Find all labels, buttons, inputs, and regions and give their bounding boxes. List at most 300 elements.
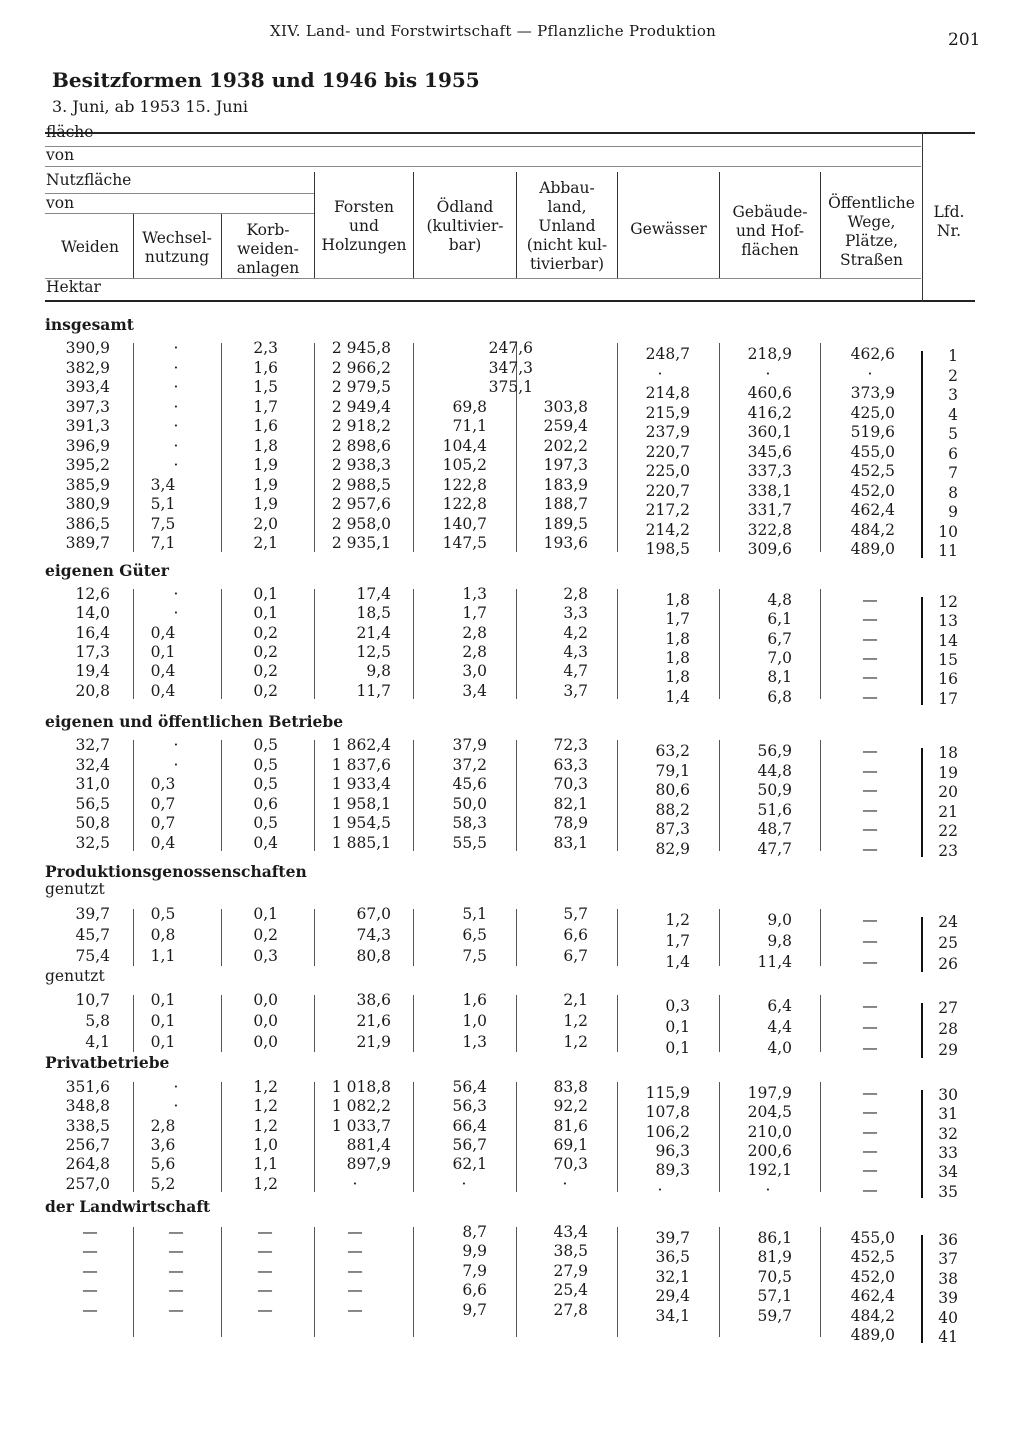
data-cell: 0,3: [253, 947, 278, 965]
data-cell: 237,9: [645, 423, 690, 441]
row-number: 6: [948, 444, 958, 463]
data-cell: 1 862,4: [331, 736, 391, 754]
data-cell: 217,2: [645, 501, 690, 519]
data-cell: 391,3: [65, 417, 110, 435]
data-cell: —: [862, 648, 878, 667]
data-cell: 6,1: [767, 610, 792, 629]
data-cell: 37,9: [452, 736, 487, 754]
data-cell: 83,1: [553, 833, 588, 852]
data-cell: 70,3: [553, 775, 588, 793]
data-cell: 69,8: [452, 397, 487, 416]
data-cell: —: [862, 1161, 878, 1180]
data-cell: 80,8: [356, 947, 391, 965]
row-number: 29: [938, 1041, 958, 1059]
data-cell: 86,1: [757, 1229, 792, 1247]
data-cell: 0,0: [253, 1033, 278, 1051]
data-cell: ·: [352, 1174, 358, 1193]
data-cell: 9,8: [366, 662, 391, 681]
row-number: 37: [938, 1250, 958, 1269]
row-number: 41: [938, 1328, 958, 1346]
section-label: der Landwirtschaft: [45, 1197, 211, 1216]
header-gebaeude: Gebäude- und Hof- flächen: [732, 203, 808, 259]
data-cell: 6,8: [767, 687, 792, 706]
data-cell: —: [862, 629, 878, 648]
data-cell: 0,5: [253, 775, 278, 793]
data-cell: 220,7: [645, 481, 690, 500]
data-cell: 197,9: [747, 1084, 792, 1102]
data-cell: —: [862, 820, 878, 838]
data-cell: 360,1: [747, 423, 792, 441]
data-cell: 7,1: [150, 534, 176, 552]
data-cell: —: [862, 610, 878, 629]
data-cell: —: [862, 1180, 878, 1199]
data-cell: 1,0: [462, 1012, 487, 1030]
section-label: Produktionsgenossenschaften: [45, 862, 307, 881]
data-cell: 2,8: [462, 623, 487, 642]
data-cell: 0,4: [150, 681, 176, 700]
data-cell: ·: [173, 1097, 179, 1116]
data-cell: 5,8: [85, 1012, 110, 1030]
running-head: XIV. Land- und Forstwirtschaft — Pflanzliche Produktion: [270, 22, 717, 40]
data-cell: 55,5: [452, 833, 487, 852]
data-cell: 484,2: [850, 520, 895, 539]
data-cell: 5,2: [150, 1174, 176, 1193]
data-cell: 4,0: [767, 1039, 792, 1057]
section-label: Privatbetriebe: [45, 1053, 170, 1072]
data-cell: 27,8: [553, 1300, 588, 1319]
data-cell: 34,1: [655, 1306, 690, 1325]
data-cell: 0,4: [150, 662, 176, 681]
data-cell: 6,6: [462, 1281, 487, 1300]
data-cell: 74,3: [356, 926, 391, 944]
header-lfd-nr: Lfd. Nr.: [933, 203, 965, 240]
data-cell: 1,9: [253, 456, 278, 474]
row-number: 39: [938, 1289, 958, 1308]
data-cell: —: [347, 1300, 363, 1319]
data-cell: 75,4: [75, 947, 110, 965]
data-cell: 69,1: [553, 1135, 588, 1154]
row-number: 22: [938, 822, 958, 840]
data-cell: 198,5: [645, 540, 690, 558]
data-cell: 4,7: [563, 662, 588, 681]
data-cell: 256,7: [65, 1135, 110, 1154]
header-rule-3: [45, 166, 921, 167]
data-cell: 303,8: [543, 397, 588, 416]
row-number: 32: [938, 1124, 958, 1143]
data-cell: 12,5: [356, 642, 391, 661]
section-sublabel: genutzt: [45, 967, 105, 985]
data-cell: 331,7: [747, 501, 792, 519]
data-cell: 257,0: [65, 1174, 110, 1193]
column-divider: [820, 909, 821, 966]
data-cell: 0,5: [253, 814, 278, 832]
data-cell: 45,7: [75, 926, 110, 944]
data-cell: —: [257, 1300, 273, 1319]
data-cell: 264,8: [65, 1155, 110, 1174]
data-cell: —: [862, 911, 878, 929]
data-cell: 66,4: [452, 1116, 487, 1135]
data-cell: 425,0: [850, 403, 895, 422]
data-cell: 21,9: [356, 1033, 391, 1051]
data-cell: 397,3: [65, 397, 110, 416]
data-cell: 348,8: [65, 1097, 110, 1116]
data-cell: 0,1: [150, 642, 176, 661]
data-cell: 0,8: [150, 926, 176, 944]
data-cell: 4,8: [767, 591, 792, 609]
data-cell: 1 082,2: [331, 1097, 391, 1116]
column-divider: [221, 1227, 222, 1337]
row-number: 35: [938, 1182, 958, 1201]
data-cell: —: [862, 1122, 878, 1141]
table-title: Besitzformen 1938 und 1946 bis 1955: [52, 68, 480, 92]
data-cell: 1,7: [665, 932, 690, 950]
data-cell: 12,6: [75, 585, 110, 603]
data-cell: 38,6: [356, 991, 391, 1009]
header-top-rule: [45, 132, 975, 134]
row-number: 11: [938, 542, 958, 560]
data-cell: —: [347, 1223, 363, 1241]
data-cell: 337,3: [747, 462, 792, 480]
data-cell: 0,1: [150, 991, 176, 1009]
data-cell: 2,3: [253, 339, 278, 357]
data-cell: 9,9: [462, 1242, 487, 1261]
data-cell: 32,7: [75, 736, 110, 754]
data-cell: 192,1: [747, 1161, 792, 1180]
data-cell: —: [862, 839, 878, 858]
data-cell: 1,2: [253, 1116, 278, 1135]
data-cell: 3,4: [462, 681, 487, 700]
data-cell: 519,6: [850, 423, 895, 441]
data-cell: 197,3: [543, 456, 588, 474]
data-cell: 2,8: [462, 642, 487, 661]
data-cell: 104,4: [442, 436, 487, 455]
data-cell: 81,9: [757, 1248, 792, 1267]
data-cell: 322,8: [747, 520, 792, 539]
data-cell: ·: [173, 604, 179, 623]
data-cell: 2,8: [563, 585, 588, 603]
data-cell: 247,6: [488, 339, 533, 357]
header-forsten: Forsten und Holzungen: [321, 198, 407, 254]
data-cell: 2 979,5: [331, 378, 391, 396]
data-cell: 460,6: [747, 384, 792, 402]
data-cell: ·: [173, 755, 179, 774]
data-cell: 0,1: [253, 604, 278, 623]
row-number: 36: [938, 1231, 958, 1249]
data-cell: 0,4: [150, 623, 176, 642]
data-cell: 462,6: [850, 345, 895, 363]
data-cell: 122,8: [442, 495, 487, 513]
section-label: eigenen Güter: [45, 561, 169, 580]
row-number: 33: [938, 1143, 958, 1162]
data-cell: 0,4: [150, 833, 176, 852]
data-cell: —: [862, 1039, 878, 1057]
data-cell: 2 988,5: [331, 475, 391, 494]
data-cell: 36,5: [655, 1248, 690, 1267]
data-cell: 4,2: [563, 623, 588, 642]
row-number: 27: [938, 999, 958, 1017]
data-cell: 79,1: [655, 761, 690, 780]
data-cell: 88,2: [655, 800, 690, 819]
data-cell: 71,1: [452, 417, 487, 435]
data-cell: 462,4: [850, 501, 895, 519]
data-cell: 1,0: [253, 1135, 278, 1154]
data-cell: 2 949,4: [331, 397, 391, 416]
data-cell: 105,2: [442, 456, 487, 474]
data-cell: 32,4: [75, 755, 110, 774]
header-nutzflaeche: Nutzfläche: [46, 171, 132, 189]
data-cell: 67,0: [356, 905, 391, 923]
data-cell: 96,3: [655, 1141, 690, 1160]
row-number: 17: [938, 689, 958, 708]
lfd-bar: [921, 597, 923, 705]
row-number: 24: [938, 913, 958, 931]
data-cell: ·: [657, 364, 663, 383]
data-cell: 2,8: [150, 1116, 176, 1135]
data-cell: 395,2: [65, 456, 110, 474]
data-cell: 11,4: [757, 953, 792, 971]
data-cell: —: [862, 932, 878, 950]
data-cell: —: [168, 1281, 184, 1300]
data-cell: 0,3: [665, 997, 690, 1015]
data-cell: 1,6: [253, 417, 278, 435]
data-cell: 1,2: [563, 1033, 588, 1051]
data-cell: —: [347, 1281, 363, 1300]
data-cell: 345,6: [747, 442, 792, 461]
data-cell: 1,7: [665, 610, 690, 629]
data-cell: 390,9: [65, 339, 110, 357]
data-cell: —: [862, 591, 878, 609]
data-cell: 4,1: [85, 1033, 110, 1051]
data-cell: 484,2: [850, 1306, 895, 1325]
data-cell: 1,5: [253, 378, 278, 396]
data-cell: 1,9: [253, 495, 278, 513]
data-cell: 3,4: [150, 475, 176, 494]
data-cell: 2 938,3: [331, 456, 391, 474]
lfd-bar: [921, 1235, 923, 1343]
row-number: 8: [948, 483, 958, 502]
data-cell: 2,0: [253, 514, 278, 533]
data-cell: 1,2: [253, 1078, 278, 1096]
data-cell: 51,6: [757, 800, 792, 819]
data-cell: 31,0: [75, 775, 110, 793]
data-cell: 20,8: [75, 681, 110, 700]
data-cell: 1 933,4: [331, 775, 391, 793]
data-cell: 19,4: [75, 662, 110, 681]
lfd-bar: [921, 1003, 923, 1058]
data-cell: 215,9: [645, 403, 690, 422]
row-number: 19: [938, 763, 958, 782]
data-cell: 200,6: [747, 1141, 792, 1160]
data-cell: 122,8: [442, 475, 487, 494]
data-cell: 5,1: [462, 905, 487, 923]
row-number: 15: [938, 650, 958, 669]
data-cell: 2 945,8: [331, 339, 391, 357]
row-number: 23: [938, 841, 958, 860]
data-cell: —: [168, 1261, 184, 1280]
data-cell: ·: [461, 1174, 467, 1193]
row-number: 16: [938, 670, 958, 689]
data-cell: ·: [562, 1174, 568, 1193]
data-cell: 347,3: [488, 358, 533, 377]
data-cell: 82,9: [655, 839, 690, 858]
data-cell: 2 958,0: [331, 514, 391, 533]
row-number: 12: [938, 593, 958, 611]
data-cell: 48,7: [757, 820, 792, 838]
lfd-bar: [921, 917, 923, 972]
column-divider: [820, 589, 821, 699]
data-cell: 489,0: [850, 1326, 895, 1344]
data-cell: 56,4: [452, 1078, 487, 1096]
data-cell: 10,7: [75, 991, 110, 1009]
data-cell: 2 957,6: [331, 495, 391, 513]
data-cell: 7,9: [462, 1261, 487, 1280]
row-number: 5: [948, 425, 958, 443]
data-cell: 17,3: [75, 642, 110, 661]
data-cell: 897,9: [346, 1155, 391, 1174]
header-rule-2: [45, 146, 921, 147]
data-cell: 452,0: [850, 481, 895, 500]
data-cell: 0,1: [665, 1018, 690, 1036]
data-cell: 259,4: [543, 417, 588, 435]
data-cell: —: [862, 742, 878, 760]
data-cell: 147,5: [442, 534, 487, 552]
data-cell: 452,0: [850, 1267, 895, 1286]
page-number: 201: [948, 30, 981, 50]
data-cell: 1 954,5: [331, 814, 391, 832]
data-cell: ·: [173, 585, 179, 603]
data-cell: —: [862, 761, 878, 780]
data-cell: —: [257, 1261, 273, 1280]
lfd-bar: [921, 351, 923, 558]
column-divider: [820, 740, 821, 851]
data-cell: 0,0: [253, 1012, 278, 1030]
data-cell: 62,1: [452, 1155, 487, 1174]
section-label: insgesamt: [45, 315, 134, 334]
data-cell: 375,1: [488, 378, 533, 396]
data-cell: 56,3: [452, 1097, 487, 1116]
data-cell: 21,6: [356, 1012, 391, 1030]
data-cell: 1,6: [253, 358, 278, 377]
data-cell: 1,4: [665, 687, 690, 706]
data-cell: ·: [173, 736, 179, 754]
data-cell: 39,7: [655, 1229, 690, 1247]
data-cell: 50,9: [757, 781, 792, 799]
header-hektar: Hektar: [46, 278, 101, 296]
data-cell: ·: [173, 378, 179, 396]
data-cell: 183,9: [543, 475, 588, 494]
data-cell: 452,5: [850, 1248, 895, 1267]
data-cell: 1,7: [253, 397, 278, 416]
data-cell: 0,1: [150, 1012, 176, 1030]
data-cell: 214,2: [645, 520, 690, 539]
data-cell: 5,6: [150, 1155, 176, 1174]
data-cell: 3,0: [462, 662, 487, 681]
data-cell: —: [862, 1018, 878, 1036]
data-cell: 189,5: [543, 514, 588, 533]
data-cell: 1,3: [462, 1033, 487, 1051]
data-cell: —: [862, 1084, 878, 1102]
row-number: 20: [938, 783, 958, 801]
data-cell: 50,8: [75, 814, 110, 832]
data-cell: 6,4: [767, 997, 792, 1015]
row-number: 28: [938, 1020, 958, 1038]
data-cell: 1,2: [253, 1097, 278, 1116]
lfd-bar: [921, 1090, 923, 1198]
data-cell: ·: [173, 397, 179, 416]
row-number: 4: [948, 405, 958, 424]
data-cell: 0,2: [253, 642, 278, 661]
data-cell: 38,5: [553, 1242, 588, 1261]
data-cell: —: [862, 800, 878, 819]
data-cell: 39,7: [75, 905, 110, 923]
data-cell: 16,4: [75, 623, 110, 642]
data-cell: 63,2: [655, 742, 690, 760]
data-cell: 140,7: [442, 514, 487, 533]
data-cell: 115,9: [645, 1084, 690, 1102]
data-cell: 218,9: [747, 345, 792, 363]
data-cell: 204,5: [747, 1103, 792, 1122]
data-cell: —: [168, 1223, 184, 1241]
data-cell: 2 935,1: [331, 534, 391, 552]
data-cell: 455,0: [850, 442, 895, 461]
data-cell: —: [862, 953, 878, 971]
data-cell: 8,7: [462, 1223, 487, 1241]
data-cell: 107,8: [645, 1103, 690, 1122]
data-cell: —: [82, 1242, 98, 1261]
row-number: 25: [938, 934, 958, 952]
data-cell: 462,4: [850, 1287, 895, 1306]
data-cell: 63,3: [553, 755, 588, 774]
data-cell: 1 958,1: [331, 794, 391, 813]
data-cell: 9,7: [462, 1300, 487, 1319]
data-cell: 0,5: [150, 905, 176, 923]
data-cell: 6,6: [563, 926, 588, 944]
header-rule-5: [45, 213, 315, 214]
data-cell: 225,0: [645, 462, 690, 480]
data-cell: 70,5: [757, 1267, 792, 1286]
data-cell: 29,4: [655, 1287, 690, 1306]
section-sublabel: genutzt: [45, 880, 105, 898]
row-number: 21: [938, 802, 958, 821]
header-rule-4: [45, 193, 315, 194]
data-cell: 5,7: [563, 905, 588, 923]
data-cell: 56,5: [75, 794, 110, 813]
data-cell: 1,3: [462, 585, 487, 603]
row-number: 3: [948, 386, 958, 404]
data-cell: 338,1: [747, 481, 792, 500]
data-cell: 92,2: [553, 1097, 588, 1116]
data-cell: 32,1: [655, 1267, 690, 1286]
header-flaeche: fläche: [46, 123, 94, 141]
row-number: 18: [938, 744, 958, 762]
data-cell: ·: [867, 364, 873, 383]
data-cell: 351,6: [65, 1078, 110, 1096]
column-divider: [820, 995, 821, 1052]
data-cell: 89,3: [655, 1161, 690, 1180]
data-cell: 210,0: [747, 1122, 792, 1141]
row-number: 13: [938, 612, 958, 631]
data-cell: 1,9: [253, 475, 278, 494]
data-cell: 309,6: [747, 540, 792, 558]
data-cell: 2,1: [563, 991, 588, 1009]
data-cell: 1,6: [462, 991, 487, 1009]
data-cell: 1,2: [665, 911, 690, 929]
row-number: 31: [938, 1105, 958, 1124]
data-cell: 11,7: [356, 681, 391, 700]
data-cell: ·: [173, 358, 179, 377]
data-cell: 0,2: [253, 623, 278, 642]
row-number: 14: [938, 631, 958, 650]
